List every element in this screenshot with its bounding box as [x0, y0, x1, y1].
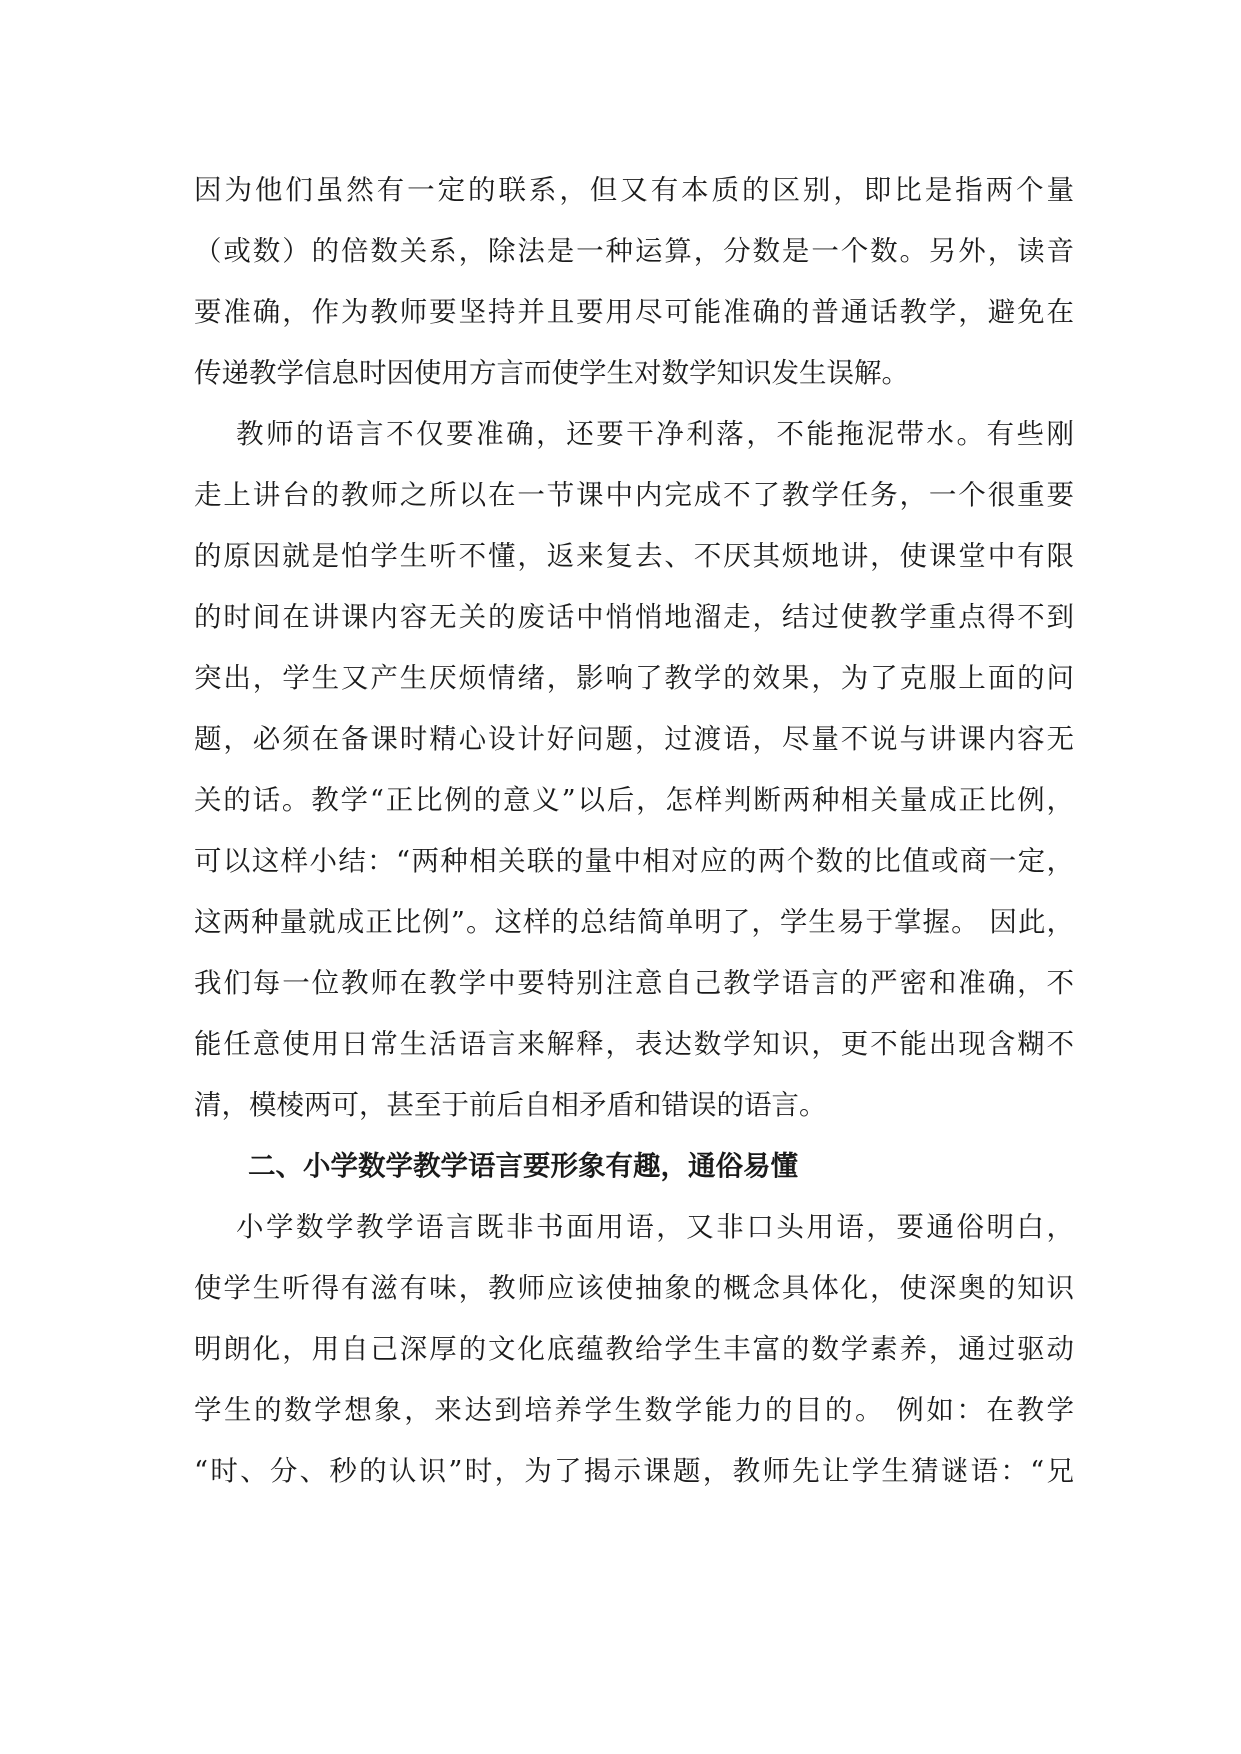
text-line: 学生的数学想象，来达到培养学生数学能力的目的。 例如：在教学 [194, 1394, 1074, 1426]
text-line: 突出，学生又产生厌烦情绪，影响了教学的效果，为了克服上面的问 [194, 662, 1074, 694]
text-line: 题，必须在备课时精心设计好问题，过渡语，尽量不说与讲课内容无 [194, 723, 1074, 755]
text-line: 这两种量就成正比例”。这样的总结简单明了，学生易于掌握。 因此， [194, 906, 1074, 938]
text-line: 的原因就是怕学生听不懂，返来复去、不厌其烦地讲，使课堂中有限 [194, 540, 1074, 572]
text-line: 使学生听得有滋有味，教师应该使抽象的概念具体化，使深奥的知识 [194, 1272, 1074, 1304]
text-line: 教师的语言不仅要准确，还要干净利落，不能拖泥带水。有些刚 [236, 418, 1074, 450]
text-line: 能任意使用日常生活语言来解释，表达数学知识，更不能出现含糊不 [194, 1028, 1074, 1060]
text-line: 清，模棱两可，甚至于前后自相矛盾和错误的语言。 [194, 1089, 827, 1121]
text-line: 小学数学教学语言既非书面用语，又非口头用语，要通俗明白， [236, 1211, 1074, 1243]
text-line: 因为他们虽然有一定的联系，但又有本质的区别，即比是指两个量 [194, 174, 1074, 206]
text-line: 要准确，作为教师要坚持并且要用尽可能准确的普通话教学，避免在 [194, 296, 1074, 328]
section-heading: 二、小学数学教学语言要形象有趣，通俗易懂 [248, 1150, 798, 1182]
text-line: 我们每一位教师在教学中要特别注意自己教学语言的严密和准确，不 [194, 967, 1074, 999]
text-line: 可以这样小结：“两种相关联的量中相对应的两个数的比值或商一定， [194, 845, 1074, 877]
text-line: “时、分、秒的认识”时，为了揭示课题，教师先让学生猜谜语：“兄 [194, 1455, 1074, 1487]
text-line: 走上讲台的教师之所以在一节课中内完成不了教学任务，一个很重要 [194, 479, 1074, 511]
text-line: 明朗化，用自己深厚的文化底蕴教给学生丰富的数学素养，通过驱动 [194, 1333, 1074, 1365]
body-text [194, 160, 1074, 1502]
text-line: 关的话。教学“正比例的意义”以后，怎样判断两种相关量成正比例， [194, 784, 1074, 816]
text-line: （或数）的倍数关系，除法是一种运算，分数是一个数。另外，读音 [194, 235, 1074, 267]
text-line: 的时间在讲课内容无关的废话中悄悄地溜走，结过使教学重点得不到 [194, 601, 1074, 633]
text-line: 传递教学信息时因使用方言而使学生对数学知识发生误解。 [194, 357, 909, 389]
